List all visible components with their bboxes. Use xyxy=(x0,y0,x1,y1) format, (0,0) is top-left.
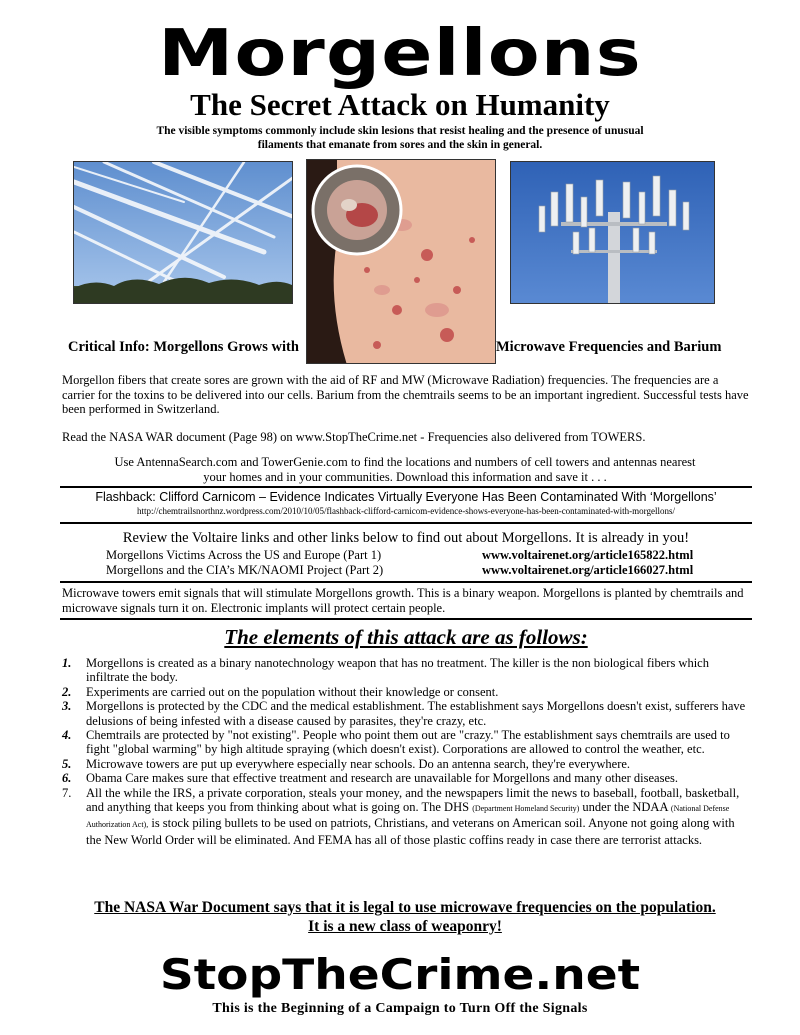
list-text: Morgellons is protected by the CDC and the medical establishment. The establishment says Morgellons doesn't exist, sufferers have delusions of being infested with a disease caused by parasites, they're crazy, etc. xyxy=(86,699,746,728)
towers-paragraph: Microwave towers emit signals that will stimulate Morgellons growth. This is a binary weapon. Morgellons is planted by chemtrails and microwave signals turn it on. Electronic implants will protect certain people. xyxy=(62,586,744,615)
list-item xyxy=(62,656,752,685)
divider xyxy=(60,486,752,488)
list-text-part: under the NDAA xyxy=(582,800,668,815)
list-text xyxy=(86,786,752,848)
list-text-part: All the while the IRS, a private corporation, steals your money, and the newspapers limit the news to baseball, football, basketball, and anything that keeps you from thinking about what is going on. The DHS xyxy=(86,785,740,815)
voltaire-title: Review the Voltaire links and other links below to find out about Morgellons. It is already in you! xyxy=(122,530,690,546)
nasa-line-1: The NASA War Document says that it is legal to use microwave frequencies on the population. xyxy=(94,899,716,916)
list-text: Experiments are carried out on the population without their knowledge or consent. xyxy=(86,684,499,699)
campaign-tagline: This is the Beginning of a Campaign to Turn Off the Signals xyxy=(212,1001,588,1016)
critical-info-left: Critical Info: Morgellons Grows with xyxy=(68,339,299,355)
list-number: 3. xyxy=(62,699,72,714)
list-text: Obama Care makes sure that effective treatment and research are unavailable for Morgellons and many other diseases. xyxy=(86,771,679,786)
subtitle: The Secret Attack on Humanity xyxy=(190,87,610,122)
list-text: Morgellons is created as a binary nanotechnology weapon that has no treatment. The killer is the non biological fibers which infiltrate the body. xyxy=(86,656,709,685)
nasa-read-paragraph: Read the NASA WAR document (Page 98) on www.StopTheCrime.net - Frequencies also delivered from TOWERS. xyxy=(62,430,646,444)
chemtrails-sky-photo xyxy=(73,161,293,304)
list-item xyxy=(62,786,752,848)
flashback-url[interactable]: http://chemtrailsnorthnz.wordpress.com/2010/10/05/flashback-clifford-carnicom-evidence-shows-everyone-has-been-contaminated-with-morgellons/ xyxy=(137,506,675,516)
voltaire-link-name: Morgellons and the CIA’s MK/NAOMI Project (Part 2) xyxy=(106,563,384,577)
list-number: 5. xyxy=(62,756,72,771)
list-number: 7. xyxy=(62,785,72,800)
site-name: StopTheCrime.net xyxy=(159,950,641,999)
list-number: 1. xyxy=(62,656,72,670)
list-item xyxy=(62,757,752,771)
divider xyxy=(60,618,752,620)
dhs-note: (Department Homeland Security) xyxy=(472,804,580,814)
cell-tower-photo xyxy=(510,161,715,304)
list-number: 2. xyxy=(62,684,72,699)
voltaire-link-name: Morgellons Victims Across the US and Europe (Part 1) xyxy=(106,548,382,562)
list-text-part: is stock piling bullets to be used on patriots, Christians, and veterans on American soil. Anyone not going along with the New World Order will be eliminated. And FEMA has all of those plastic coffins ready in case there are terrorist attacks. xyxy=(86,816,735,847)
list-item xyxy=(62,728,752,757)
list-text: Chemtrails are protected by "not existing". People who point them out are "crazy." The establishment says chemtrails are used to fight "global warming" by high altitude spraying (which doesn't exist). Corporations are allowed to control the weather, etc. xyxy=(86,728,730,757)
list-item xyxy=(62,685,752,699)
main-title: Morgellons xyxy=(158,17,642,91)
skin-lesions-photo xyxy=(306,159,496,364)
divider xyxy=(60,581,752,583)
ndaa-note: (National Defense Authorization Act), xyxy=(86,804,730,830)
critical-info-right: Microwave Frequencies and Barium xyxy=(496,339,722,355)
voltaire-link-url[interactable]: www.voltairenet.org/article165822.html xyxy=(482,548,694,562)
divider xyxy=(60,522,752,524)
list-item xyxy=(62,699,752,728)
nasa-document-notice xyxy=(40,898,770,936)
list-number: 6. xyxy=(62,771,72,786)
flashback-title: Flashback: Clifford Carnicom – Evidence Indicates Virtually Everyone Has Been Contaminated With ‘Morgellons’ xyxy=(95,490,717,504)
antenna-search-paragraph: Use AntennaSearch.com and TowerGenie.com to find the locations and numbers of cell towers and antennas nearest your homes and in your communities. Download this information and save it . . . xyxy=(114,455,696,484)
list-text: Microwave towers are put up everywhere especially near schools. Do an antenna search, they're everywhere. xyxy=(86,756,631,771)
voltaire-link-url[interactable]: www.voltairenet.org/article166027.html xyxy=(482,563,694,577)
fibers-paragraph: Morgellon fibers that create sores are grown with the aid of RF and MW (Microwave Radiation) frequencies. The frequencies are a carrier for the toxins to be delivered into our cells. Barium from the chemtrails seems to be an important ingredient. Successful tests have been performed in Switzerland. xyxy=(62,373,749,416)
list-item xyxy=(62,771,752,785)
list-number: 4. xyxy=(62,728,72,743)
intro-text: The visible symptoms commonly include skin lesions that resist healing and the presence of unusual filaments that emanate from sores and the skin in general. xyxy=(156,125,644,151)
elements-list xyxy=(62,656,752,847)
nasa-line-2: It is a new class of weaponry! xyxy=(308,918,502,935)
elements-heading: The elements of this attack are as follows: xyxy=(224,625,588,649)
